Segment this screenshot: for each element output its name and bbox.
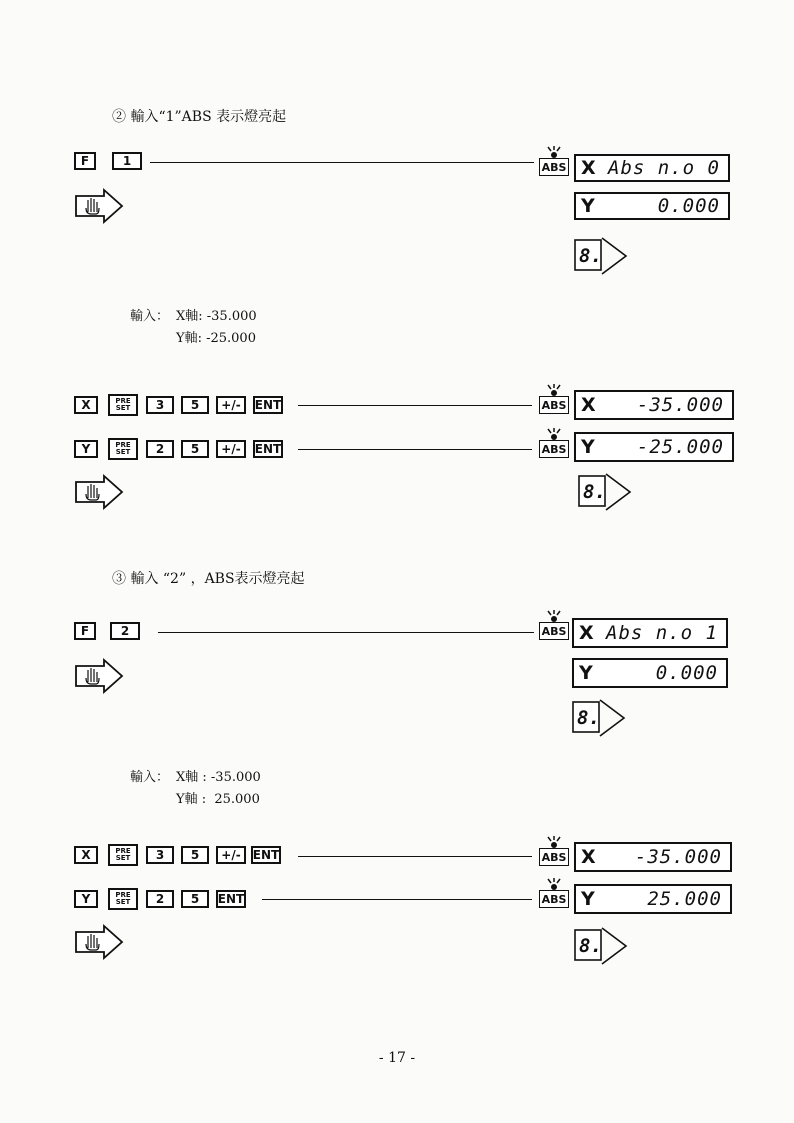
abs-label: ABS [539, 890, 569, 908]
key-3[interactable]: 3 [146, 396, 174, 414]
connector-line [298, 856, 532, 857]
key-pre-text: PRE [115, 847, 131, 855]
key-3[interactable]: 3 [146, 846, 174, 864]
hand-pointer-icon [74, 188, 124, 224]
section2-heading: ③ 輸入 “2” ，ABS表示燈亮起 [112, 571, 305, 587]
abs-lamp-icon [537, 428, 571, 460]
key-preset[interactable] [108, 438, 138, 460]
abs-lamp-icon [537, 610, 571, 642]
key-5[interactable]: 5 [181, 440, 209, 458]
y-axis-label: Y [579, 662, 593, 684]
y-display-value: 0.000 [657, 195, 720, 217]
abs-lamp-icon [537, 836, 571, 868]
section1-heading: ② 輸入“1”ABS 表示燈亮起 [112, 109, 287, 125]
y-display-value: 25.000 [647, 888, 722, 910]
x-display [572, 618, 728, 648]
input-x-axis: X軸: -35.000 [176, 309, 257, 324]
x-display [574, 842, 732, 872]
abs-label: ABS [539, 848, 569, 866]
key-y[interactable]: Y [74, 890, 98, 908]
y-display-value: -25.000 [636, 436, 724, 458]
key-pre-text: PRE [115, 891, 131, 899]
x-display-value: -35.000 [636, 394, 724, 416]
connector-line [298, 405, 532, 406]
key-2[interactable]: 2 [146, 440, 174, 458]
digit-symbol: 8. [579, 935, 602, 957]
key-preset[interactable] [108, 394, 138, 416]
connector-line [298, 449, 532, 450]
y-display [574, 192, 730, 220]
key-2[interactable]: 2 [146, 890, 174, 908]
connector-line [158, 632, 534, 633]
connector-line [262, 899, 532, 900]
x-axis-label: X [581, 846, 596, 868]
y-display-value: 0.000 [655, 662, 718, 684]
digit-arrow-icon [578, 472, 632, 512]
x-axis-label: X [581, 394, 596, 416]
key-set-text: SET [115, 898, 131, 906]
key-set-text: SET [115, 854, 131, 862]
abs-label: ABS [539, 440, 569, 458]
hand-pointer-icon [74, 474, 124, 510]
key-5[interactable]: 5 [181, 396, 209, 414]
digit-arrow-icon [572, 698, 626, 738]
key-5[interactable]: 5 [181, 890, 209, 908]
y-display [572, 658, 728, 688]
key-pre-text: PRE [115, 397, 131, 405]
y-axis-label: Y [581, 195, 595, 217]
connector-line [150, 162, 534, 163]
x-display-value: Abs n.o 1 [606, 622, 718, 644]
key-x[interactable]: X [74, 846, 98, 864]
y-display [574, 432, 734, 462]
key-2[interactable]: 2 [110, 622, 140, 640]
hand-pointer-icon [74, 924, 124, 960]
digit-symbol: 8. [579, 245, 602, 267]
abs-lamp-icon [537, 384, 571, 416]
input-label: 輸入： [130, 770, 170, 785]
digit-arrow-icon [574, 926, 628, 966]
key-f[interactable]: F [74, 152, 96, 170]
abs-lamp-icon [537, 878, 571, 910]
x-axis-label: X [581, 157, 596, 179]
x-display-value: -35.000 [634, 846, 722, 868]
key-plus-minus[interactable]: +/- [216, 846, 246, 864]
input-label: 輸入： [130, 309, 170, 324]
key-plus-minus[interactable]: +/- [216, 440, 246, 458]
digit-symbol: 8. [577, 707, 600, 729]
key-1[interactable]: 1 [112, 152, 142, 170]
input-y-axis: Y軸: -25.000 [176, 331, 256, 346]
key-set-text: SET [115, 404, 131, 412]
key-ent[interactable]: ENT [254, 398, 282, 412]
x-display [574, 390, 734, 420]
y-axis-label: Y [581, 436, 595, 458]
x-display-value: Abs n.o 0 [608, 157, 720, 179]
x-display [574, 154, 730, 182]
key-ent[interactable]: ENT [252, 848, 280, 862]
abs-label: ABS [539, 622, 569, 640]
abs-label: ABS [539, 158, 569, 176]
key-preset[interactable] [108, 844, 138, 866]
input-x-axis: X軸 : -35.000 [176, 770, 261, 785]
abs-lamp-icon [537, 146, 571, 178]
key-f[interactable]: F [74, 622, 96, 640]
key-set-text: SET [115, 448, 131, 456]
abs-label: ABS [539, 396, 569, 414]
input-y-axis: Y軸 : 25.000 [176, 792, 260, 807]
key-plus-minus[interactable]: +/- [216, 396, 246, 414]
key-preset[interactable] [108, 888, 138, 910]
digit-symbol: 8. [583, 481, 606, 503]
key-5[interactable]: 5 [181, 846, 209, 864]
page-number: - 17 - [378, 1050, 416, 1066]
key-pre-text: PRE [115, 441, 131, 449]
key-x[interactable]: X [74, 396, 98, 414]
x-axis-label: X [579, 622, 594, 644]
key-ent[interactable]: ENT [217, 892, 245, 906]
y-axis-label: Y [581, 888, 595, 910]
hand-pointer-icon [74, 658, 124, 694]
key-y[interactable]: Y [74, 440, 98, 458]
digit-arrow-icon [574, 236, 628, 276]
y-display [574, 884, 732, 914]
key-ent[interactable]: ENT [254, 442, 282, 456]
